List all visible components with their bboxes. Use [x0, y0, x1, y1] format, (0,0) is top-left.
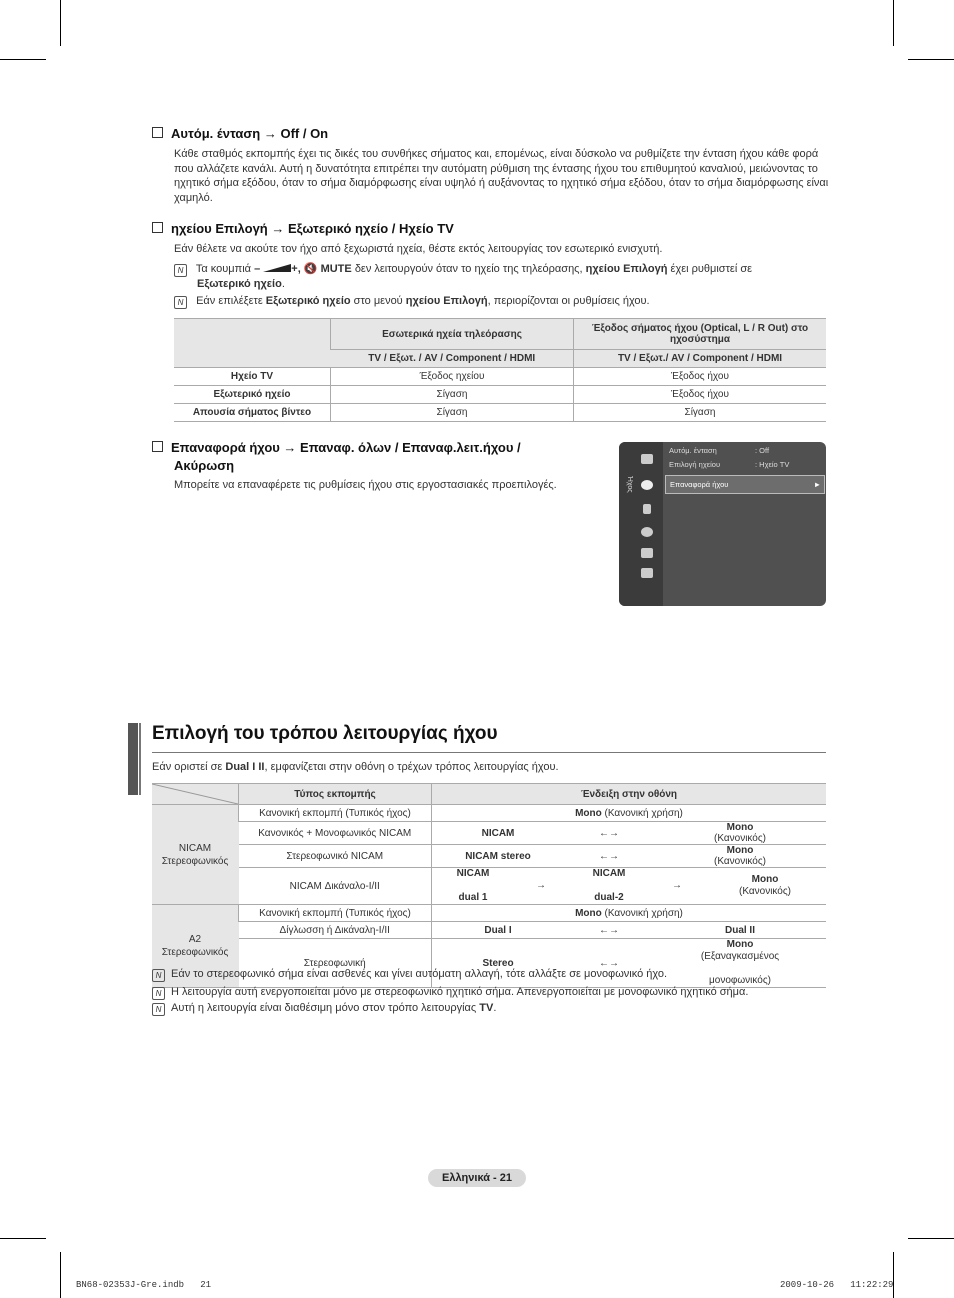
table-cell: Σίγαση — [574, 404, 827, 422]
footer-file-info: BN68-02353J-Gre.indb 21 — [76, 1280, 212, 1290]
tv-menu-screenshot — [619, 442, 826, 606]
tv-menu-item: Αυτόμ. ένταση : Off — [669, 446, 770, 455]
section-title-sound-reset: Επαναφορά ήχου → Επαναφ. όλων / Επαναφ.λειτ.ήχου / Ακύρωση — [152, 439, 582, 475]
crop-mark — [908, 1238, 954, 1239]
section-text-sound-reset: Μπορείτε να επαναφέρετε τις ρυθμίσεις ήχου στις εργοστασιακές προεπιλογές. — [174, 479, 557, 491]
table-header: Ένδειξη στην οθόνη — [432, 784, 827, 805]
section-intro-dual: Εάν οριστεί σε Dual I II, εμφανίζεται στην οθόνη ο τρέχων τρόπος λειτουργίας ήχου. — [152, 761, 559, 773]
crop-mark — [0, 1238, 46, 1239]
heading-bar — [139, 723, 141, 795]
diagonal-line — [152, 784, 238, 804]
table-subheader: TV / Εξωτ. / AV / Component / HDMI — [331, 350, 574, 368]
table-header-diagonal — [152, 784, 239, 805]
section-title-speaker-select: ηχείου Επιλογή → Εξωτερικό ηχείο / Ηχείο TV — [152, 221, 454, 236]
table-row — [174, 368, 826, 386]
table-row — [174, 404, 826, 422]
picture-icon — [641, 454, 653, 464]
note-speaker-buttons: N Τα κουμπιά – +, 🔇 MUTE δεν λειτουργούν όταν το ηχείο της τηλεόρασης, ηχείου Επιλογή έχει ρυθμιστεί σε Εξωτερικό ηχείο. — [174, 262, 826, 292]
footer-timestamp: 2009-10-26 11:22:29 — [780, 1280, 894, 1290]
arrow-icon: ←→ — [599, 924, 619, 936]
note-item: N Αυτή η λειτουργία είναι διαθέσιμη μόνο στον τρόπο λειτουργίας TV. — [152, 1001, 826, 1016]
channel-icon — [643, 504, 651, 514]
table-cell: NICAM stereo ←→ Mono (Κανονικός) — [432, 845, 827, 868]
table-header: Εσωτερικά ηχεία τηλεόρασης — [331, 319, 574, 350]
heading-divider — [152, 752, 826, 753]
table-header-row — [152, 784, 826, 805]
table-row — [152, 805, 826, 822]
section-text-auto-volume: Κάθε σταθμός εκπομπής έχει τις δικές του συνθήκες σήματος και, επομένως, είναι δύσκολο να ρυθμίζετε την ένταση ήχου κάθε φορά που αλλάζετε κανάλι. Αυτή η δυνατότητα επιτρέπει την αυτόματη ρύθμιση της έντασης ήχου του επιθυμητού καναλιού, μειώνοντας το ηχητικό σήμα εξόδου, όταν το σήμα διαμόρφωσης είναι υψηλό ή αυξάνοντας το ηχητικό σήμα εξόδου, όταν το σήμα διαμόρφωσης είναι χαμηλό. — [174, 148, 829, 204]
table-row — [152, 822, 826, 845]
table-group-label: NICAM Στερεοφωνικός — [152, 805, 239, 905]
table-cell: Στερεοφωνική — [239, 939, 432, 988]
volume-icon — [263, 264, 291, 272]
arrow-icon: ←→ — [599, 850, 619, 862]
crop-mark — [893, 0, 894, 46]
table-row-label: Ηχείο TV — [174, 368, 331, 386]
table-row — [152, 868, 826, 905]
table-row — [152, 845, 826, 868]
table-group-label: A2 Στερεοφωνικός — [152, 905, 239, 988]
checkbox-icon — [152, 222, 163, 233]
table-cell: Κανονική εκπομπή (Τυπικός ήχος) — [239, 905, 432, 922]
table-cell: Έξοδος ηχείου — [331, 368, 574, 386]
table-cell: Στερεοφωνικό NICAM — [239, 845, 432, 868]
checkbox-icon — [152, 441, 163, 452]
table-header-row — [174, 319, 826, 350]
tv-side-label: Ήχος — [626, 475, 633, 493]
sound-icon — [641, 480, 653, 490]
crop-mark — [60, 1252, 61, 1298]
arrow-icon: → — [672, 880, 682, 891]
mute-icon: 🔇 — [303, 263, 318, 275]
application-icon — [641, 568, 653, 578]
table-row — [152, 905, 826, 922]
table-cell: NICAM dual 1 → NICAM dual-2 → Mono (Κανονικός) — [432, 868, 827, 905]
table-header: Έξοδος σήματος ήχου (Optical, L / R Out) στο ηχοσύστημα — [574, 319, 827, 350]
table-cell: Mono (Κανονική χρήση) — [432, 905, 827, 922]
table-cell: Έξοδος ήχου — [574, 368, 827, 386]
page-heading: Επιλογή του τρόπου λειτουργίας ήχου — [152, 723, 498, 744]
table-cell: NICAM ←→ Mono (Κανονικός) — [432, 822, 827, 845]
sound-mode-table — [152, 783, 826, 988]
crop-mark — [0, 59, 46, 60]
input-icon — [641, 548, 653, 558]
table-cell: Σίγαση — [331, 404, 574, 422]
note-item: N Η λειτουργία αυτή ενεργοποιείται μόνο με στερεοφωνικό ηχητικό σήμα. Απενεργοποιείται με μονοφωνικό ηχητικό σήμα. — [152, 985, 826, 1000]
setup-icon — [641, 527, 653, 537]
table-row-label: Εξωτερικό ηχείο — [174, 386, 331, 404]
section-title-auto-volume: Αυτόμ. ένταση → Off / On — [152, 126, 328, 141]
table-cell: Κανονικός + Μονοφωνικός NICAM — [239, 822, 432, 845]
table-cell: Έξοδος ήχου — [574, 386, 827, 404]
table-cell: Stereo ←→ Mono (Εξαναγκασμένος μονοφωνικός) — [432, 939, 827, 988]
table-cell: Mono (Κανονική χρήση) — [432, 805, 827, 822]
table-cell: Κανονική εκπομπή (Τυπικός ήχος) — [239, 805, 432, 822]
note-item: N Εάν το στερεοφωνικό σήμα είναι ασθενές και γίνει αυτόματη αλλαγή, τότε αλλάξτε σε μονοφωνικό ήχο. — [152, 967, 826, 982]
table-cell: Δίγλωσση ή Δικάναλη-I/II — [239, 922, 432, 939]
crop-mark — [908, 59, 954, 60]
table-row-label: Απουσία σήματος βίντεο — [174, 404, 331, 422]
page-number-badge: Ελληνικά - 21 — [428, 1169, 526, 1187]
arrow-icon: ←→ — [599, 827, 619, 839]
table-cell: NICAM Δικάναλο-I/II — [239, 868, 432, 905]
table-cell: Σίγαση — [331, 386, 574, 404]
table-subheader: TV / Εξωτ./ AV / Component / HDMI — [574, 350, 827, 368]
table-header: Τύπος εκπομπής — [239, 784, 432, 805]
tv-menu-item-selected: Επαναφορά ήχου ► — [665, 475, 825, 494]
crop-mark — [893, 1252, 894, 1298]
note-icon: N — [152, 987, 165, 1000]
table-row — [152, 922, 826, 939]
note-icon: N — [174, 264, 187, 277]
note-icon: N — [152, 1003, 165, 1016]
table-header-empty — [174, 319, 331, 368]
tv-menu-item: Επιλογή ηχείου : Ηχείο TV — [669, 460, 790, 469]
speaker-output-table — [174, 318, 826, 422]
crop-mark — [60, 0, 61, 46]
heading-bar — [128, 723, 138, 795]
section-text-speaker-select: Εάν θέλετε να ακούτε τον ήχο από ξεχωριστά ηχεία, θέστε εκτός λειτουργίας τον εσωτερικό ενισχυτή. — [174, 243, 663, 255]
note-icon: N — [174, 296, 187, 309]
note-external-speaker: N Εάν επιλέξετε Εξωτερικό ηχείο στο μενού ηχείου Επιλογή, περιορίζονται οι ρυθμίσεις ήχου. — [174, 294, 826, 309]
arrow-icon: → — [536, 880, 546, 891]
note-icon: N — [152, 969, 165, 982]
arrow-icon: ←→ — [599, 957, 619, 969]
table-row — [174, 386, 826, 404]
table-cell: Dual I ←→ Dual II — [432, 922, 827, 939]
checkbox-icon — [152, 127, 163, 138]
